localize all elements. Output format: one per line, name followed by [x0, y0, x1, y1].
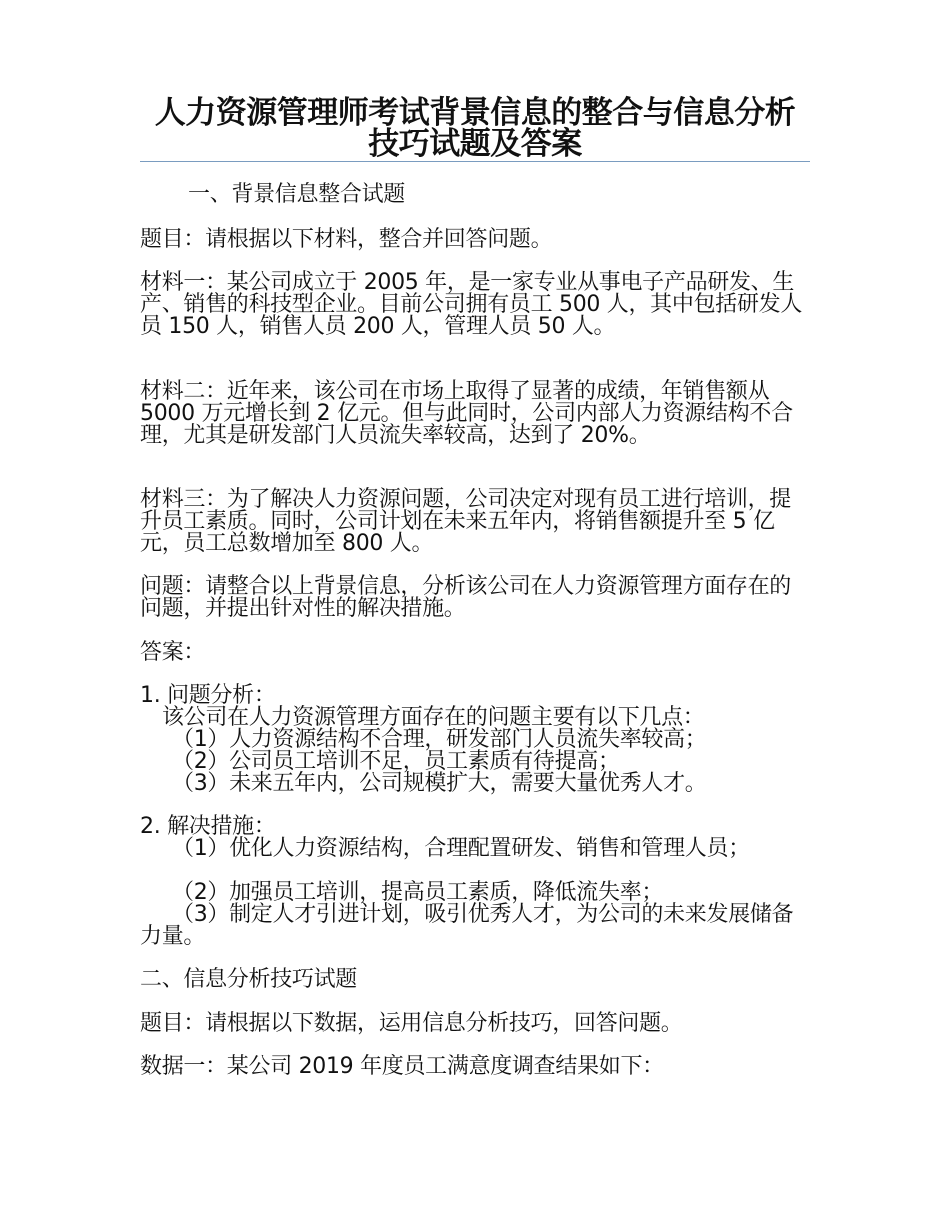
analysis-heading: 1. 问题分析： [140, 683, 276, 708]
answer-label: 答案： [140, 640, 206, 665]
data-1: 数据一：某公司 2019 年度员工满意度调查结果如下： [140, 1054, 664, 1079]
measures-item: （2）加强员工培训，提高员工素质，降低流失率； [172, 880, 664, 905]
measures-heading: 2. 解决措施： [140, 814, 276, 839]
document-title: 人力资源管理师考试背景信息的整合与信息分析技巧试题及答案 [154, 95, 796, 162]
analysis-item: （1）人力资源结构不合理，研发部门人员流失率较高； [172, 727, 707, 752]
analysis-item: （2）公司员工培训不足，员工素质有待提高； [172, 749, 620, 774]
material-1: 材料一：某公司成立于 2005 年，是一家专业从事电子产品研发、生产、销售的科技型企业。目前公司拥有员工 500 人，其中包括研发人员 150 人，销售人员 200 人，管理人员 50 人。 [140, 270, 803, 339]
analysis-item: （3）未来五年内，公司规模扩大，需要大量优秀人才。 [172, 771, 707, 796]
section-1-heading: 一、背景信息整合试题 [188, 182, 406, 207]
material-2: 材料二：近年来，该公司在市场上取得了显著的成绩，年销售额从 5000 万元增长到 2 亿元。但与此同时，公司内部人力资源结构不合理，尤其是研发部门人员流失率较高，达到了 20%。 [140, 379, 793, 448]
section-1-question-intro: 题目：请根据以下材料，整合并回答问题。 [140, 227, 553, 252]
measures-item: （3）制定人才引进计划，吸引优秀人才，为公司的未来发展储备力量。 [140, 902, 794, 949]
material-3: 材料三：为了解决人力资源问题，公司决定对现有员工进行培训，提升员工素质。同时，公司计划在未来五年内，将销售额提升至 5 亿元，员工总数增加至 800 人。 [140, 487, 792, 556]
measures-item: （1）优化人力资源结构，合理配置研发、销售和管理人员； [172, 836, 750, 861]
title-underline [140, 161, 810, 162]
question: 问题：请整合以上背景信息，分析该公司在人力资源管理方面存在的问题，并提出针对性的解决措施。 [140, 574, 792, 621]
section-2-heading: 二、信息分析技巧试题 [140, 967, 358, 992]
analysis-intro: 该公司在人力资源管理方面存在的问题主要有以下几点： [162, 705, 705, 730]
section-2-question-intro: 题目：请根据以下数据，运用信息分析技巧，回答问题。 [140, 1011, 683, 1036]
